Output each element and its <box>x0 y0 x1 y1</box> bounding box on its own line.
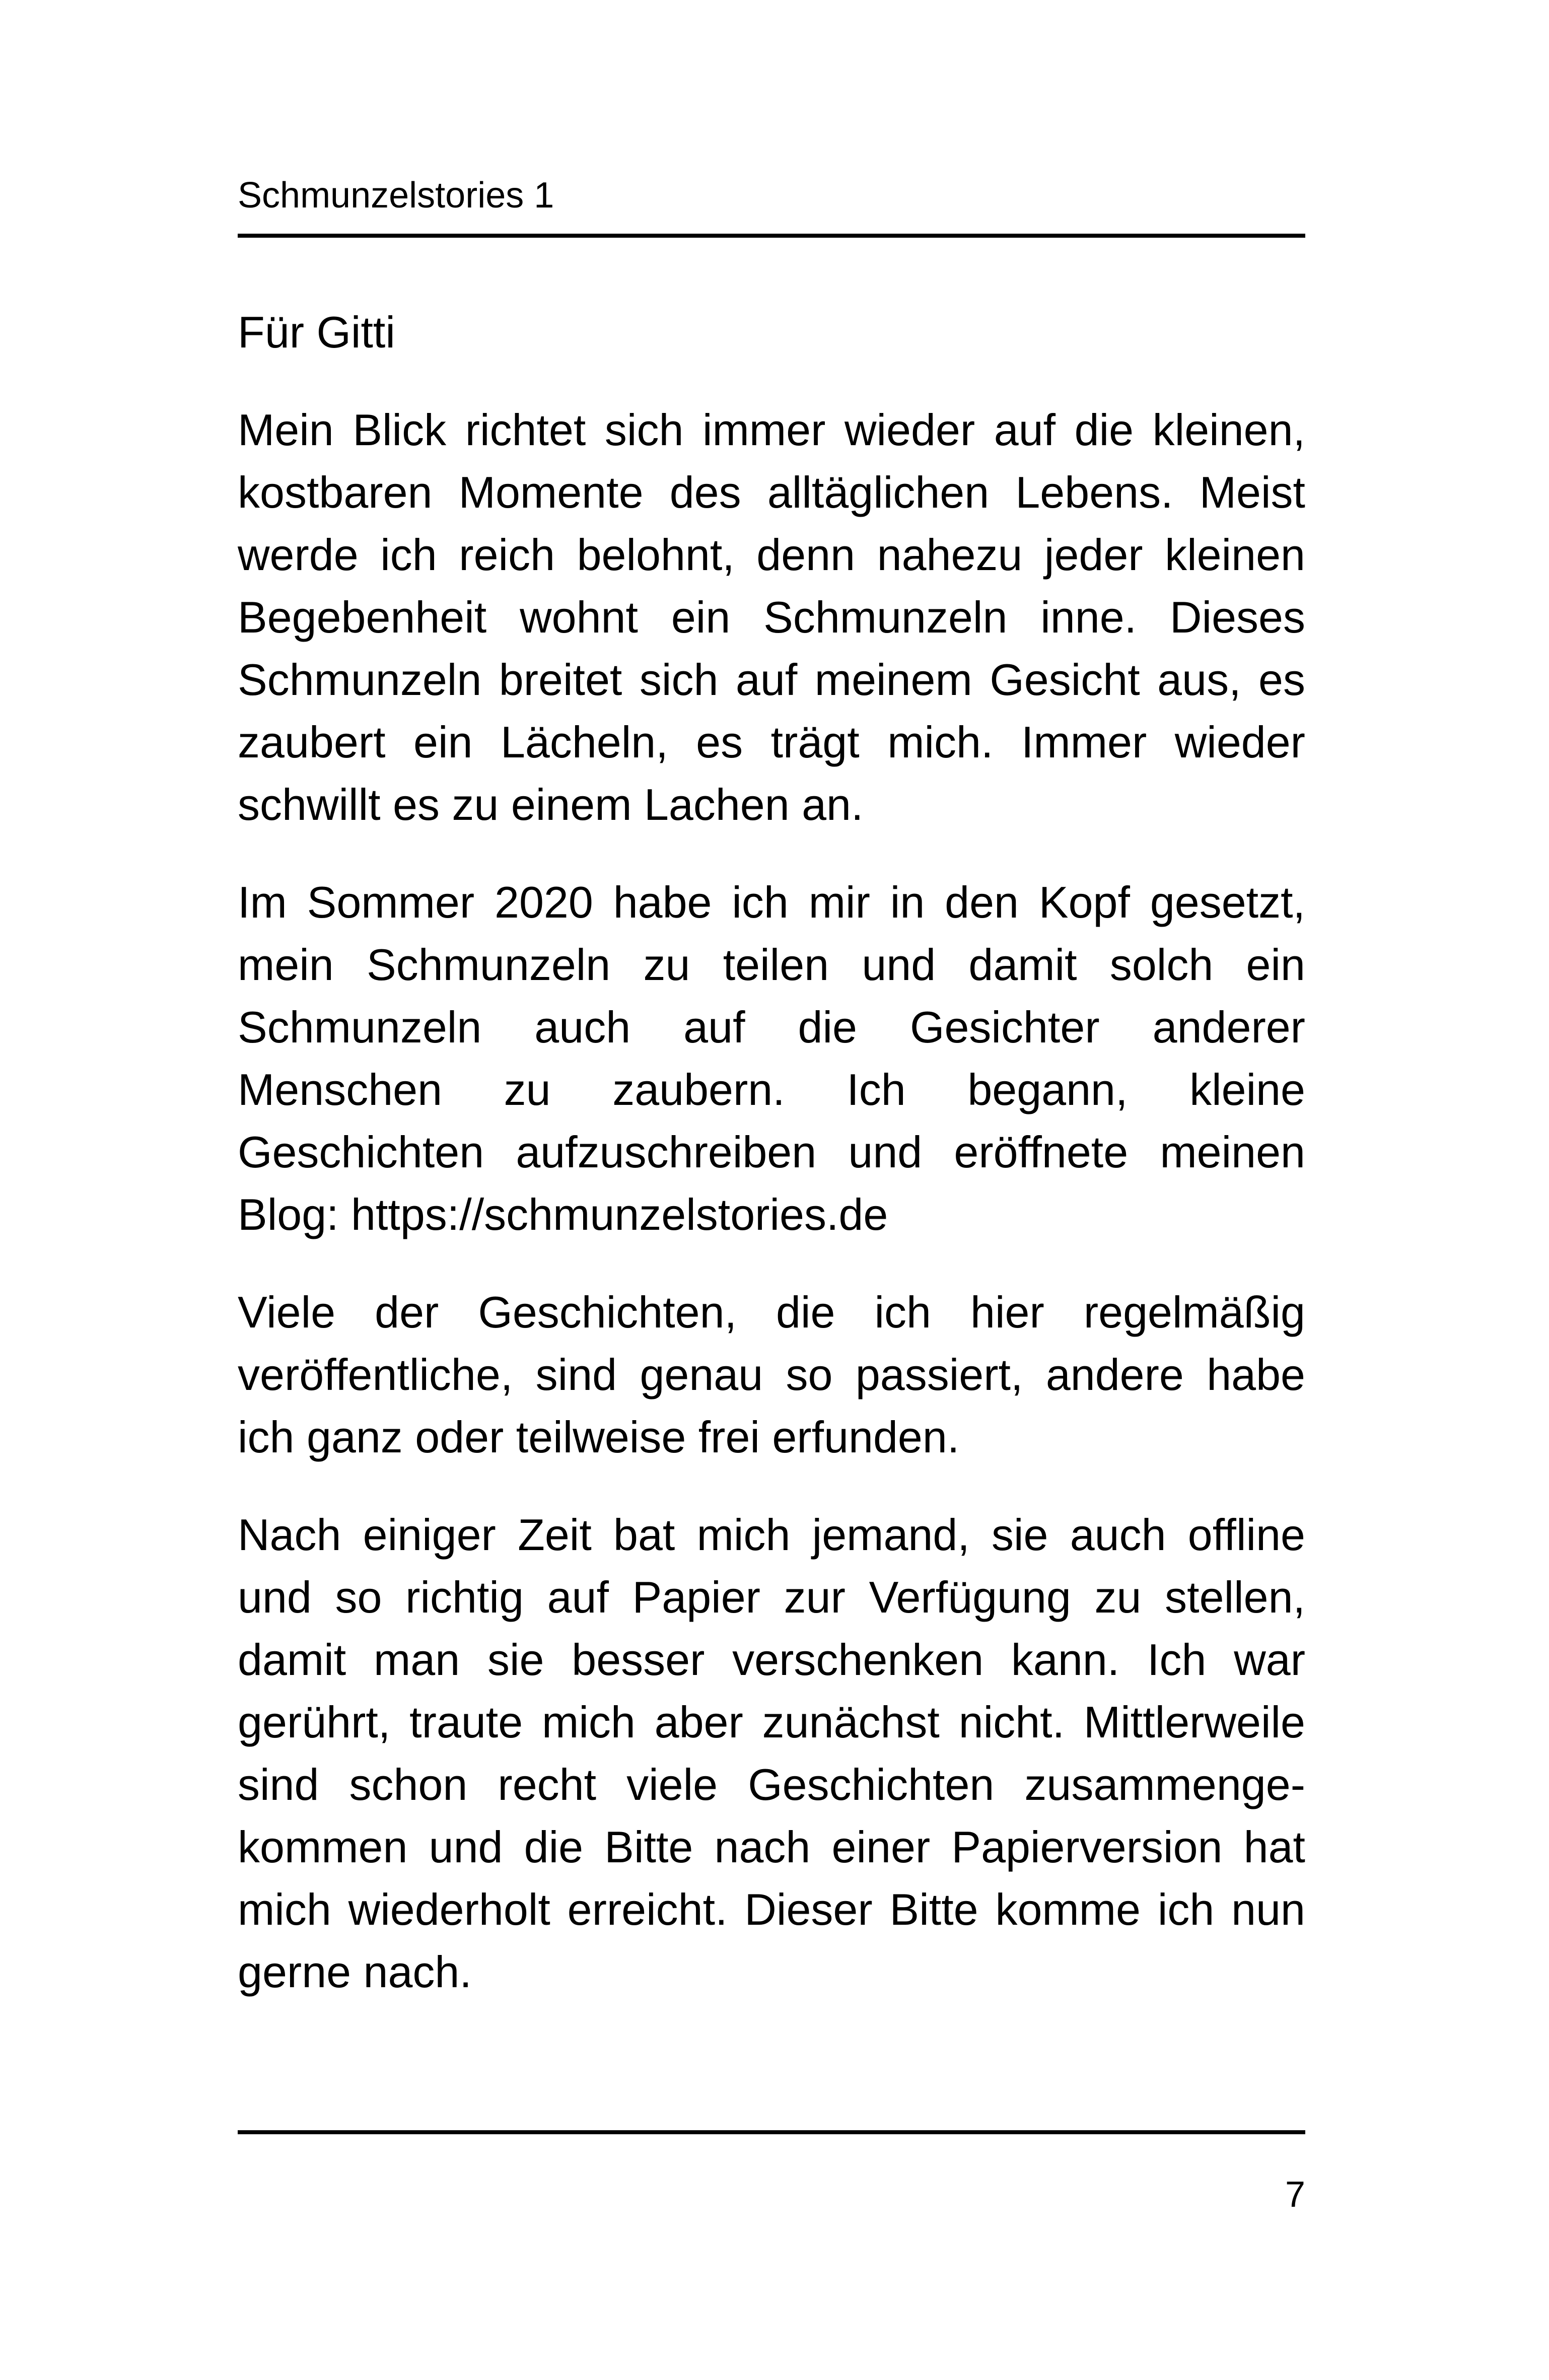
running-header: Schmunzelstories 1 <box>238 175 554 216</box>
dedication: Für Gitti <box>238 307 395 357</box>
page-number: 7 <box>1285 2175 1305 2215</box>
footer-rule <box>238 2130 1305 2134</box>
header-rule <box>238 234 1305 238</box>
paragraph-blog: Im Sommer 2020 habe ich mir in den Kopf gesetzt, mein Schmunzeln zu teilen und damit solch ein Schmunzeln auch auf die Gesichter anderer Menschen zu zaubern. Ich begann, kleine Geschichten aufzuschreiben und eröffnete meinen Blog: https://schmunzelstories.de <box>238 877 1305 1239</box>
paragraph-intro: Mein Blick richtet sich immer wieder auf die kleinen, kostbaren Momente des alltäglichen Lebens. Meist werde ich reich belohnt, denn nahezu jeder kleinen Begebenheit wohnt ein Schmunzeln inne. Dieses Schmunzeln breitet sich auf meinem Gesicht aus, es zaubert ein Lächeln, es trägt mich. Immer wieder schwillt es zu einem Lachen an. <box>238 405 1305 829</box>
paragraph-stories: Viele der Geschichten, die ich hier regelmäßig veröffentliche, sind genau so passiert, andere habe ich ganz oder teilweise frei erfunden. <box>238 1287 1305 1462</box>
page-body <box>238 301 1305 2039</box>
paragraph-paper-version: Nach einiger Zeit bat mich jemand, sie auch offline und so richtig auf Papier zur Verfügung zu stellen, damit man sie besser verschenken kann. Ich war gerührt, traute mich aber zunächst nicht. Mittlerweile sind schon recht viele Geschichten zusammengekommen und die Bitte nach einer Papierversion hat mich wiederholt erreicht. Dieser Bitte komme ich nun gerne nach. <box>238 1510 1305 1997</box>
